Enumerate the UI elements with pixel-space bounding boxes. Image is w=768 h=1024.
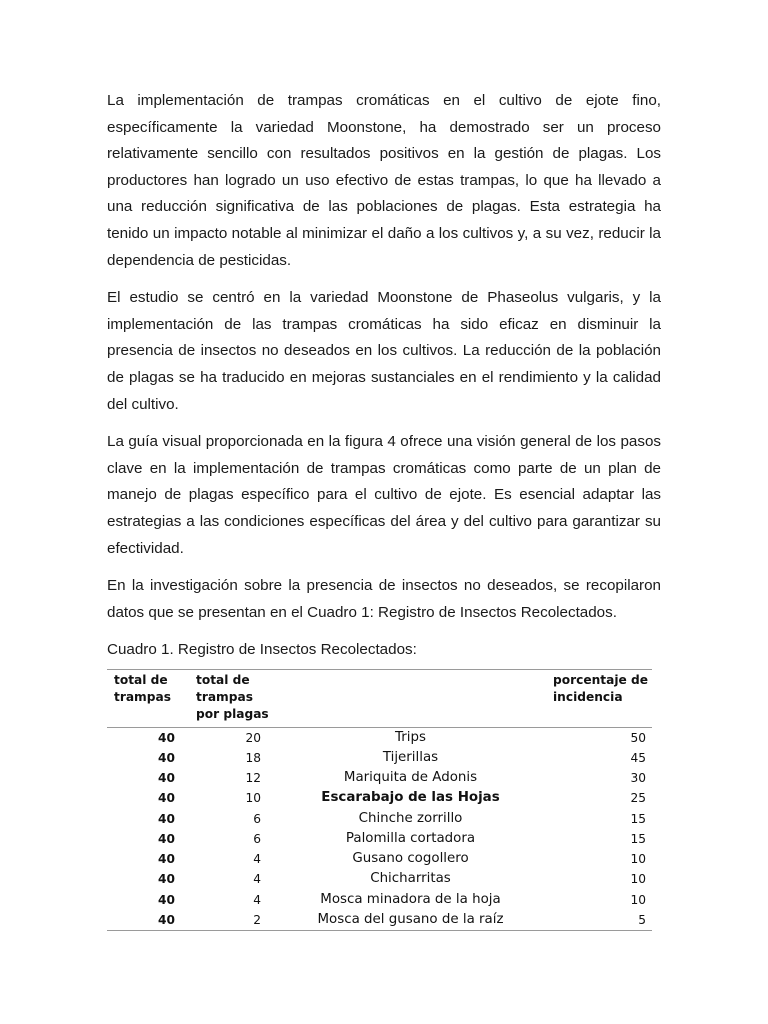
insect-table bbox=[107, 669, 652, 931]
table-row bbox=[107, 788, 652, 808]
cell-porcentaje: 5 bbox=[546, 910, 652, 931]
cell-total-trampas: 40 bbox=[158, 791, 175, 806]
document-page bbox=[107, 88, 661, 931]
cell-porcentaje: 50 bbox=[630, 730, 646, 745]
paragraph-3: La guía visual proporcionada en la figura 4 ofrece una visión general de los pasos clave en la implementación de trampas cromáticas como parte de un plan de manejo de plagas específico para el cultivo de ejote. Es esencial adaptar las estrategias a las condiciones específicas del área y del cultivo para garantizar su efectividad. bbox=[107, 433, 661, 557]
cell-insecto: Mosca minadora de la hoja bbox=[320, 891, 501, 907]
cell-trampas-por-plaga: 12 bbox=[245, 771, 261, 786]
table-row bbox=[107, 809, 652, 829]
table-caption: Cuadro 1. Registro de Insectos Recolectados: bbox=[107, 641, 417, 659]
paragraph-2: El estudio se centró en la variedad Moonstone de Phaseolus vulgaris, y la implementación de las trampas cromáticas ha sido eficaz en disminuir la presencia de insectos no deseados en los cultivos. La reducción de la población de plagas se ha traducido en mejoras sustanciales en el rendimiento y la calidad del cultivo. bbox=[107, 289, 661, 413]
table-row bbox=[107, 869, 652, 889]
cell-porcentaje: 15 bbox=[630, 831, 646, 846]
cell-trampas-por-plaga: 4 bbox=[253, 872, 261, 887]
cell-porcentaje: 25 bbox=[630, 791, 646, 806]
cell-porcentaje: 15 bbox=[630, 811, 646, 826]
cell-trampas-por-plaga: 6 bbox=[253, 831, 261, 846]
paragraph-1: La implementación de trampas cromáticas en el cultivo de ejote fino, específicamente la variedad Moonstone, ha demostrado ser un proceso relativamente sencillo con resultados positivos en la gestión de plagas. Los productores han logrado un uso efectivo de estas trampas, lo que ha llevado a una reducción significativa de las poblaciones de plagas. Esta estrategia ha tenido un impacto notable al minimizar el daño a los cultivos y, a su vez, reducir la dependencia de pesticidas. bbox=[107, 92, 661, 269]
header-insecto bbox=[275, 669, 546, 727]
cell-total-trampas: 40 bbox=[158, 872, 175, 887]
cell-porcentaje: 10 bbox=[630, 852, 646, 867]
cell-insecto: Mosca del gusano de la raíz bbox=[275, 910, 546, 931]
table-row bbox=[107, 890, 652, 910]
table-row bbox=[107, 748, 652, 768]
header-total-trampas: total de trampas bbox=[107, 669, 189, 727]
cell-total-trampas: 40 bbox=[158, 771, 175, 786]
cell-total-trampas: 40 bbox=[158, 811, 175, 826]
cell-insecto: Chinche zorrillo bbox=[358, 810, 463, 826]
table-row bbox=[107, 829, 652, 849]
cell-total-trampas: 40 bbox=[158, 831, 175, 846]
cell-insecto: Chicharritas bbox=[370, 871, 451, 887]
cell-porcentaje: 45 bbox=[630, 751, 646, 766]
cell-total-trampas: 40 bbox=[158, 892, 175, 907]
cell-trampas-por-plaga: 2 bbox=[189, 910, 275, 931]
table-body bbox=[107, 727, 652, 930]
table-row bbox=[107, 849, 652, 869]
header-porcentaje: porcentaje de incidencia bbox=[546, 669, 652, 727]
cell-insecto: Trips bbox=[395, 729, 426, 745]
cell-porcentaje: 10 bbox=[630, 872, 646, 887]
cell-trampas-por-plaga: 10 bbox=[245, 791, 261, 806]
cell-total-trampas: 40 bbox=[158, 751, 175, 766]
cell-trampas-por-plaga: 4 bbox=[253, 852, 261, 867]
cell-insecto: Gusano cogollero bbox=[352, 851, 469, 867]
cell-trampas-por-plaga: 18 bbox=[245, 751, 261, 766]
cell-trampas-por-plaga: 4 bbox=[253, 892, 261, 907]
cell-total-trampas: 40 bbox=[107, 910, 189, 931]
cell-insecto: Palomilla cortadora bbox=[345, 830, 476, 846]
cell-insecto: Escarabajo de las Hojas bbox=[321, 790, 500, 806]
cell-insecto: Mariquita de Adonis bbox=[343, 770, 478, 786]
cell-total-trampas: 40 bbox=[158, 852, 175, 867]
cell-total-trampas: 40 bbox=[158, 730, 175, 745]
table-row bbox=[107, 727, 652, 748]
table-row bbox=[107, 768, 652, 788]
cell-insecto: Tijerillas bbox=[382, 750, 439, 766]
table-row bbox=[107, 910, 652, 931]
cell-trampas-por-plaga: 20 bbox=[245, 730, 261, 745]
header-trampas-por-plagas: total de trampas por plagas bbox=[189, 669, 275, 727]
cell-porcentaje: 10 bbox=[630, 892, 646, 907]
table-header-row bbox=[107, 669, 652, 727]
cell-porcentaje: 30 bbox=[630, 771, 646, 786]
paragraph-4: En la investigación sobre la presencia de insectos no deseados, se recopilaron datos que se presentan en el Cuadro 1: Registro de Insectos Recolectados. bbox=[107, 577, 661, 621]
cell-trampas-por-plaga: 6 bbox=[253, 811, 261, 826]
